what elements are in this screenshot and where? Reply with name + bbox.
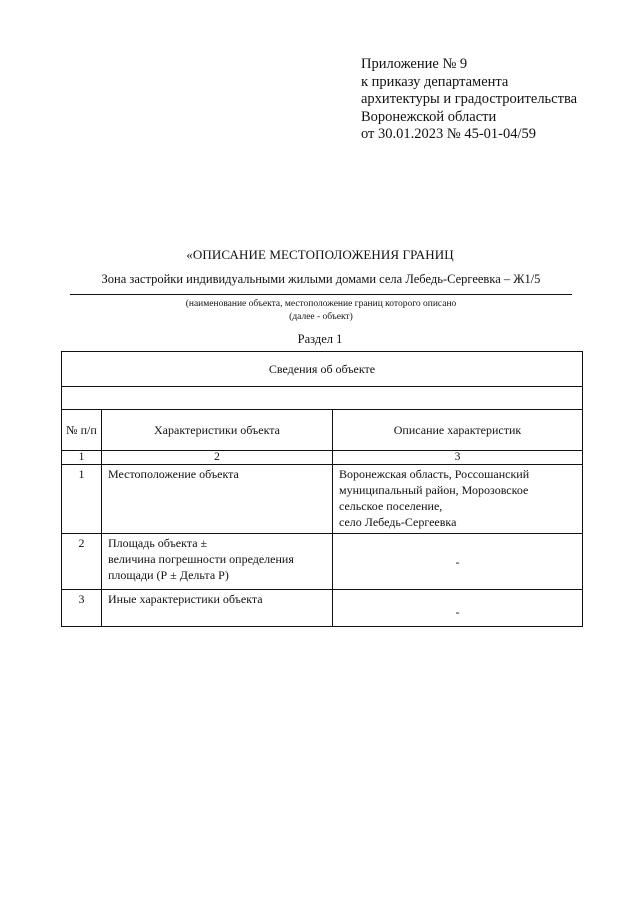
row-characteristic: Иные характеристики объекта (102, 590, 333, 627)
appendix-line: Приложение № 9 (361, 56, 468, 72)
characteristic-line: Площадь объекта ± (108, 536, 208, 550)
appendix-line: архитектуры и градостроительства (361, 91, 578, 107)
table-row (62, 465, 583, 534)
characteristic-line: площади (Р ± Дельта Р) (108, 568, 229, 582)
description-line: село Лебедь-Сергеевка (339, 515, 457, 529)
column-header-number: № п/п (62, 410, 102, 451)
description-line: Воронежская область, Россошанский (339, 467, 530, 481)
column-number: 1 (62, 451, 102, 465)
column-header-description: Описание характеристик (333, 410, 583, 451)
column-number: 3 (333, 451, 583, 465)
row-description (333, 465, 583, 534)
appendix-line: к приказу департамента (361, 73, 509, 90)
row-description: - (333, 590, 583, 627)
description-line: сельское поселение, (339, 499, 443, 513)
table-row (62, 534, 583, 590)
column-header-characteristic: Характеристики объекта (102, 410, 333, 451)
characteristic-line: величина погрешности определения (108, 552, 294, 566)
appendix-line: от 30.01.2023 № 45-01-04/59 (361, 126, 537, 142)
section-title: Раздел 1 (297, 332, 343, 346)
description-line: муниципальный район, Морозовское (339, 483, 529, 497)
appendix-line: Воронежской области (361, 108, 497, 125)
row-characteristic (102, 534, 333, 590)
row-number: 1 (62, 465, 102, 534)
object-name: Зона застройки индивидуальными жилыми домами села Лебедь-Сергеевка – Ж1/5 (101, 272, 541, 286)
table-empty-row (62, 387, 583, 410)
document-title: «ОПИСАНИЕ МЕСТОПОЛОЖЕНИЯ ГРАНИЦ (186, 247, 454, 262)
underline-divider (70, 294, 572, 295)
table-heading-row (62, 352, 583, 387)
note-line: (далее - объект) (289, 312, 353, 322)
row-description: - (333, 534, 583, 590)
row-number: 2 (62, 534, 102, 590)
row-number: 3 (62, 590, 102, 627)
object-info-table (61, 351, 583, 627)
object-name-note (70, 298, 572, 324)
column-number: 2 (102, 451, 333, 465)
table-heading: Сведения об объекте (62, 352, 583, 387)
note-line: (наименование объекта, местоположение границ которого описано (185, 299, 457, 309)
column-header-row (62, 410, 583, 451)
empty-cell (62, 387, 583, 410)
row-characteristic: Местоположение объекта (102, 465, 333, 534)
appendix-block (361, 56, 577, 144)
table-row (62, 590, 583, 627)
column-number-row (62, 451, 583, 465)
